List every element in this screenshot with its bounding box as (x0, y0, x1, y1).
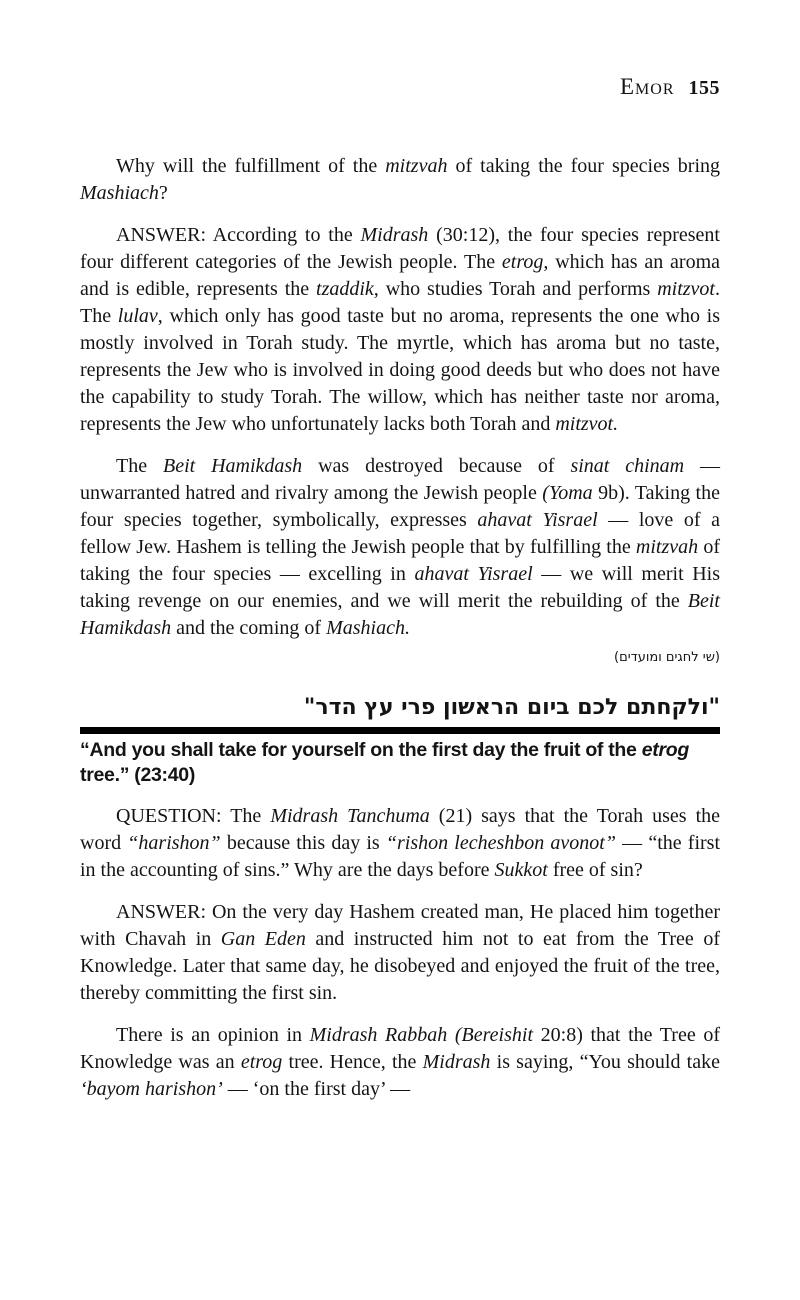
text-run: — we will merit His taking revenge on our enemies, and we will merit the rebuilding of the (80, 563, 720, 612)
text-run: 9b). Taking the four species together, symbolically, expresses (80, 482, 720, 531)
italic-run: Sukkot (494, 859, 548, 881)
text-run: — unwarranted hatred and rivalry among the Jewish people (80, 455, 721, 504)
italic-run: “rishon lecheshbon avonot” (385, 832, 616, 854)
italic-run: Midrash (422, 1051, 491, 1073)
page-header (80, 74, 720, 100)
text-run: which has an aroma and is edible, represents the (80, 251, 720, 300)
page-number: 155 (688, 77, 720, 99)
text-run: — “the first in the accounting of sins.” Why are the days before (80, 832, 721, 881)
section-divider (80, 727, 720, 734)
italic-run: sinat chinam (570, 455, 685, 477)
running-head-title: Emor (619, 74, 675, 99)
text-run: . The (80, 278, 720, 327)
text-run: The (116, 455, 163, 477)
text-run: is saying, “You should take (490, 1051, 720, 1073)
italic-run: etrog, (501, 251, 549, 273)
italic-run: lulav (117, 305, 158, 327)
text-run: free of sin? (547, 859, 643, 881)
italic-run: mitzvah (385, 155, 448, 177)
text-run: — love of a fellow Jew. Hashem is telling the Jewish people that by fulfilling the (80, 509, 720, 558)
text-run: ANSWER: On the very day Hashem created man, He placed him together with Chavah in (80, 901, 720, 950)
italic-run: etrog (240, 1051, 283, 1073)
text-run: There is an opinion in (116, 1024, 310, 1046)
italic-run: “harishon” (127, 832, 221, 854)
text-run: of taking the four species bring (447, 155, 721, 177)
answer-paragraph-2 (80, 899, 720, 1007)
italic-run: etrog (641, 739, 689, 761)
text-run: was destroyed because of (302, 455, 571, 477)
intro-question-paragraph (80, 153, 720, 207)
italic-run: Gan Eden (220, 928, 306, 950)
italic-run: mitzvot (657, 278, 715, 300)
italic-run: Midrash Rabbah (Bereishit (309, 1024, 534, 1046)
italic-run: mitzvot. (555, 413, 619, 435)
italic-run: Mashiach. (326, 617, 410, 639)
text-run: ANSWER: According to the (116, 224, 361, 246)
text-run: (30:12), the four species represent four different categories of the Jewish people. The (80, 224, 720, 273)
italic-run: Beit Hamikdash (162, 455, 303, 477)
beit-hamikdash-paragraph (80, 453, 720, 642)
text-run: (שי לחגים ומועדים) (614, 650, 720, 665)
text-run: because this day is (220, 832, 386, 854)
text-run: "ולקחתם לכם ביום הראשון פרי עץ הדר" (303, 695, 720, 720)
text-run: Why will the fulfillment of the (116, 155, 386, 177)
hebrew-section-heading (80, 694, 720, 722)
italic-run: Beit Hamikdash (80, 590, 720, 639)
italic-run: tzaddik, (316, 278, 379, 300)
hebrew-source-citation (80, 649, 720, 667)
italic-run: Midrash Tanchuma (270, 805, 430, 827)
italic-run: Mashiach (80, 182, 159, 204)
text-run: tree.” (23:40) (80, 764, 196, 786)
text-run: QUESTION: The (116, 805, 271, 827)
italic-run: ahavat Yisrael (414, 563, 533, 585)
italic-run: Midrash (360, 224, 429, 246)
text-run: “And you shall take for yourself on the first day the fruit of the (80, 739, 642, 761)
italic-run: ahavat Yisrael (477, 509, 598, 531)
text-run: and instructed him not to eat from the Tree of Knowledge. Later that same day, he disobeyed and enjoyed the fruit of the tree, thereby committing the first sin. (80, 928, 720, 1004)
text-run: , which only has good taste but no aroma, represents the one who is mostly involved in Torah study. The myrtle, which has aroma but no taste, represents the Jew who is involved in doing good deeds but who does not have the capability to study Torah. The willow, which has neither taste nor aroma, represents the Jew who unfortunately lacks both Torah and (80, 305, 720, 435)
text-run: — ‘on the first day’ — (222, 1078, 411, 1100)
italic-run: ‘bayom harishon’ (80, 1078, 223, 1100)
midrash-rabbah-paragraph (80, 1022, 720, 1103)
italic-run: (Yoma (542, 482, 593, 504)
text-run: (21) says that the Torah uses the word (80, 805, 721, 854)
translation-heading (80, 738, 720, 788)
answer-paragraph (80, 222, 720, 438)
text-run: ? (158, 182, 168, 204)
text-run: of taking the four species — excelling in (80, 536, 720, 585)
content-blocks (80, 153, 720, 1103)
text-run: 20:8) that the Tree of Knowledge was an (80, 1024, 720, 1073)
text-run: who studies Torah and performs (378, 278, 658, 300)
text-column (80, 0, 720, 1103)
text-run: tree. Hence, the (282, 1051, 423, 1073)
text-run: and the coming of (171, 617, 327, 639)
italic-run: mitzvah (635, 536, 699, 558)
question-paragraph (80, 803, 720, 884)
